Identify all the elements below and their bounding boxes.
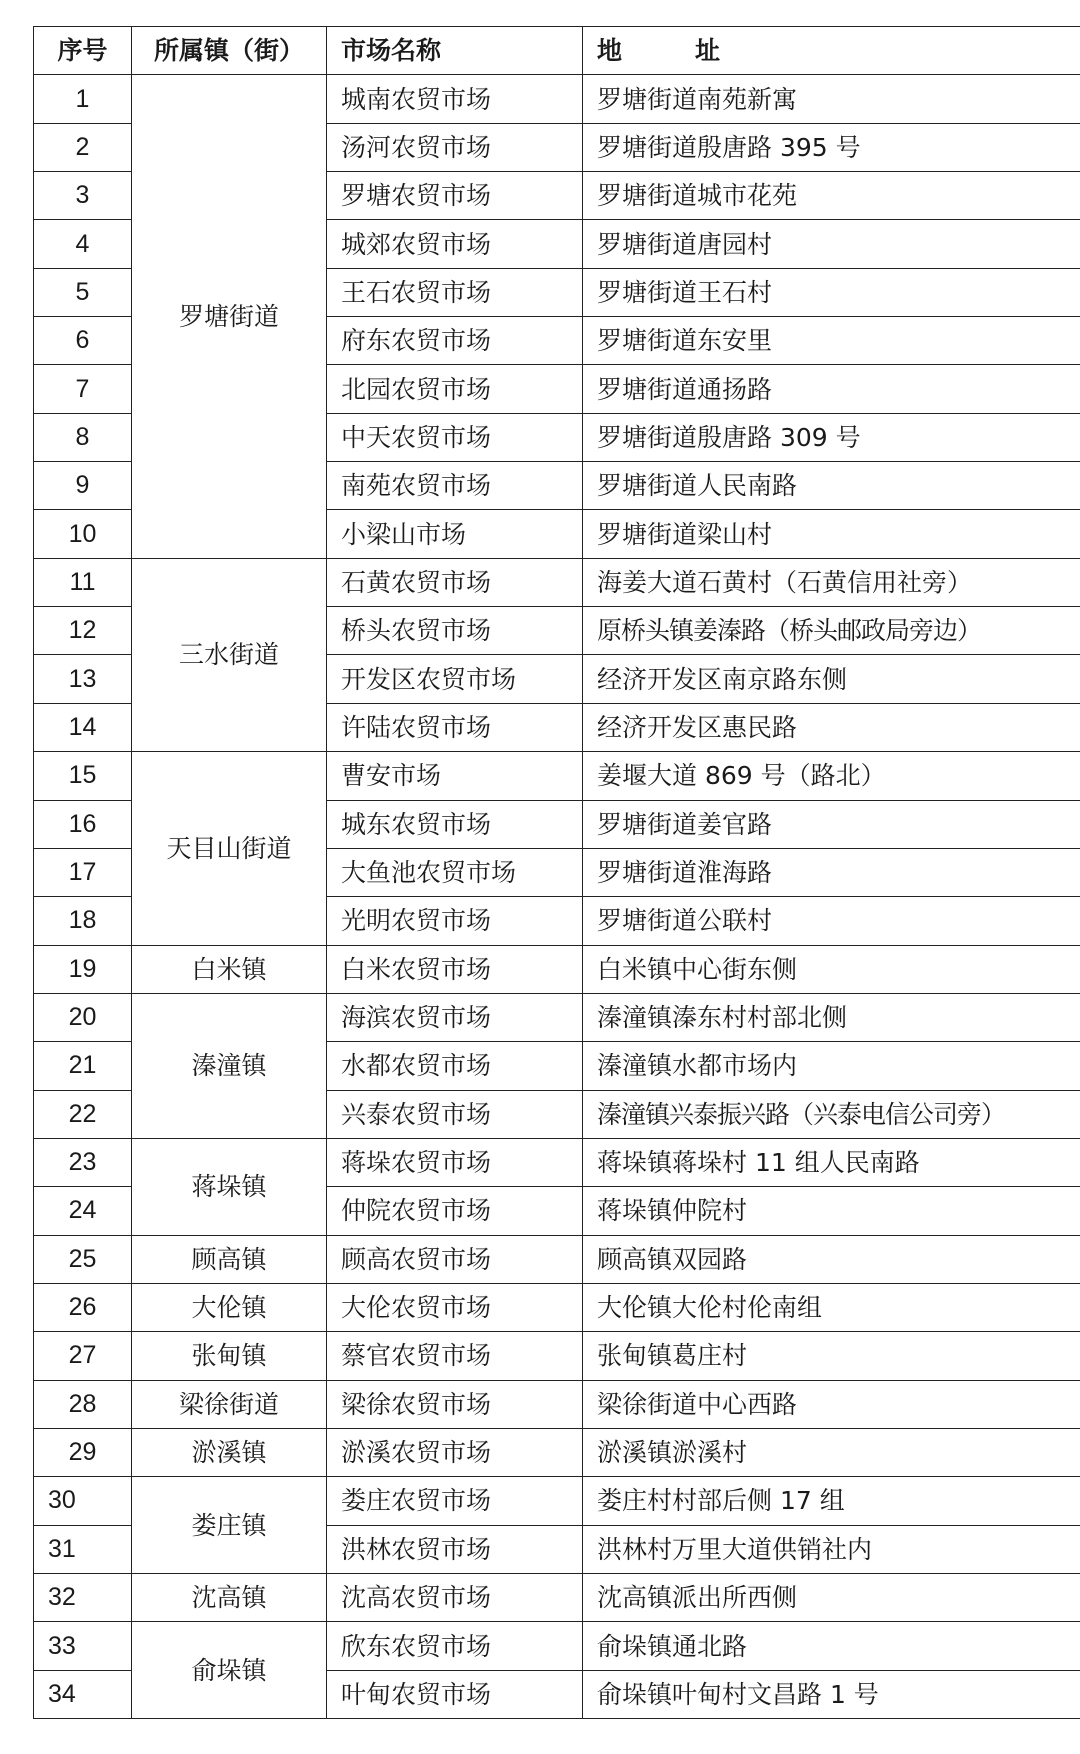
cell-market-name: 兴泰农贸市场	[327, 1090, 583, 1138]
cell-town: 溱潼镇	[132, 993, 327, 1138]
cell-address: 张甸镇葛庄村	[583, 1332, 1080, 1380]
cell-address: 罗塘街道人民南路	[583, 462, 1080, 510]
cell-address: 溱潼镇水都市场内	[583, 1042, 1080, 1090]
cell-market-name: 府东农贸市场	[327, 317, 583, 365]
cell-address: 淤溪镇淤溪村	[583, 1428, 1080, 1476]
cell-market-name: 石黄农贸市场	[327, 558, 583, 606]
cell-seq: 26	[34, 1283, 132, 1331]
cell-town: 大伦镇	[132, 1283, 327, 1331]
table-row	[34, 1622, 1080, 1670]
cell-town: 张甸镇	[132, 1332, 327, 1380]
cell-address: 罗塘街道王石村	[583, 268, 1080, 316]
header-town: 所属镇（街）	[132, 27, 327, 75]
cell-address: 罗塘街道梁山村	[583, 510, 1080, 558]
cell-address: 罗塘街道殷唐路 309 号	[583, 413, 1080, 461]
cell-seq: 28	[34, 1380, 132, 1428]
cell-seq: 22	[34, 1090, 132, 1138]
cell-town: 沈高镇	[132, 1574, 327, 1622]
cell-market-name: 小梁山市场	[327, 510, 583, 558]
cell-town: 三水街道	[132, 558, 327, 751]
cell-seq: 1	[34, 75, 132, 123]
cell-market-name: 蒋垛农贸市场	[327, 1138, 583, 1186]
cell-town: 梁徐街道	[132, 1380, 327, 1428]
cell-seq: 21	[34, 1042, 132, 1090]
cell-address: 罗塘街道通扬路	[583, 365, 1080, 413]
cell-address: 蒋垛镇仲院村	[583, 1187, 1080, 1235]
cell-market-name: 中天农贸市场	[327, 413, 583, 461]
cell-seq: 16	[34, 800, 132, 848]
cell-seq: 32	[34, 1574, 132, 1622]
cell-market-name: 淤溪农贸市场	[327, 1428, 583, 1476]
cell-address: 蒋垛镇蒋垛村 11 组人民南路	[583, 1138, 1080, 1186]
cell-seq: 34	[34, 1670, 132, 1718]
header-row	[34, 27, 1080, 75]
cell-seq: 27	[34, 1332, 132, 1380]
cell-address: 罗塘街道淮海路	[583, 848, 1080, 896]
cell-seq: 5	[34, 268, 132, 316]
table-row	[34, 1332, 1080, 1380]
cell-address: 顾高镇双园路	[583, 1235, 1080, 1283]
cell-market-name: 光明农贸市场	[327, 897, 583, 945]
cell-market-name: 蔡官农贸市场	[327, 1332, 583, 1380]
cell-market-name: 海滨农贸市场	[327, 993, 583, 1041]
cell-market-name: 欣东农贸市场	[327, 1622, 583, 1670]
cell-seq: 15	[34, 752, 132, 800]
cell-address: 罗塘街道公联村	[583, 897, 1080, 945]
table-row	[34, 1283, 1080, 1331]
cell-seq: 30	[34, 1477, 132, 1525]
cell-address: 经济开发区惠民路	[583, 703, 1080, 751]
cell-address: 罗塘街道城市花苑	[583, 172, 1080, 220]
header-market: 市场名称	[327, 27, 583, 75]
table-row	[34, 75, 1080, 123]
cell-market-name: 许陆农贸市场	[327, 703, 583, 751]
cell-address: 俞垛镇通北路	[583, 1622, 1080, 1670]
cell-seq: 2	[34, 123, 132, 171]
cell-address: 经济开发区南京路东侧	[583, 655, 1080, 703]
table-row	[34, 993, 1080, 1041]
cell-seq: 6	[34, 317, 132, 365]
cell-seq: 23	[34, 1138, 132, 1186]
cell-seq: 20	[34, 993, 132, 1041]
cell-town: 娄庄镇	[132, 1477, 327, 1574]
cell-market-name: 大伦农贸市场	[327, 1283, 583, 1331]
cell-town: 天目山街道	[132, 752, 327, 945]
cell-address: 罗塘街道南苑新寓	[583, 75, 1080, 123]
cell-seq: 13	[34, 655, 132, 703]
cell-address: 罗塘街道东安里	[583, 317, 1080, 365]
table-row	[34, 752, 1080, 800]
cell-market-name: 桥头农贸市场	[327, 607, 583, 655]
cell-address: 海姜大道石黄村（石黄信用社旁）	[583, 558, 1080, 606]
cell-seq: 19	[34, 945, 132, 993]
cell-town: 俞垛镇	[132, 1622, 327, 1719]
cell-market-name: 梁徐农贸市场	[327, 1380, 583, 1428]
cell-address: 白米镇中心街东侧	[583, 945, 1080, 993]
cell-town: 蒋垛镇	[132, 1138, 327, 1235]
cell-market-name: 王石农贸市场	[327, 268, 583, 316]
cell-market-name: 曹安市场	[327, 752, 583, 800]
cell-market-name: 汤河农贸市场	[327, 123, 583, 171]
table-row	[34, 1138, 1080, 1186]
cell-market-name: 顾高农贸市场	[327, 1235, 583, 1283]
cell-address: 俞垛镇叶甸村文昌路 1 号	[583, 1670, 1080, 1718]
cell-address: 娄庄村村部后侧 17 组	[583, 1477, 1080, 1525]
table-row	[34, 1380, 1080, 1428]
cell-town: 顾高镇	[132, 1235, 327, 1283]
cell-seq: 10	[34, 510, 132, 558]
cell-seq: 12	[34, 607, 132, 655]
cell-market-name: 南苑农贸市场	[327, 462, 583, 510]
cell-address: 沈高镇派出所西侧	[583, 1574, 1080, 1622]
cell-market-name: 洪林农贸市场	[327, 1525, 583, 1573]
table-row	[34, 1428, 1080, 1476]
table-row	[34, 945, 1080, 993]
market-table	[33, 26, 1080, 1719]
cell-seq: 18	[34, 897, 132, 945]
cell-town: 淤溪镇	[132, 1428, 327, 1476]
cell-seq: 9	[34, 462, 132, 510]
table-row	[34, 558, 1080, 606]
cell-address: 罗塘街道姜官路	[583, 800, 1080, 848]
cell-address: 大伦镇大伦村伦南组	[583, 1283, 1080, 1331]
cell-seq: 3	[34, 172, 132, 220]
cell-seq: 8	[34, 413, 132, 461]
cell-market-name: 仲院农贸市场	[327, 1187, 583, 1235]
table-body	[34, 75, 1080, 1719]
table-header	[34, 27, 1080, 75]
cell-seq: 29	[34, 1428, 132, 1476]
cell-address: 洪林村万里大道供销社内	[583, 1525, 1080, 1573]
cell-market-name: 城南农贸市场	[327, 75, 583, 123]
cell-seq: 4	[34, 220, 132, 268]
cell-address: 溱潼镇兴泰振兴路（兴泰电信公司旁）	[583, 1090, 1080, 1138]
cell-seq: 14	[34, 703, 132, 751]
table-row	[34, 1574, 1080, 1622]
cell-address: 原桥头镇姜溱路（桥头邮政局旁边）	[583, 607, 1080, 655]
cell-seq: 25	[34, 1235, 132, 1283]
cell-market-name: 水都农贸市场	[327, 1042, 583, 1090]
header-address: 地 址	[583, 27, 1080, 75]
cell-market-name: 城东农贸市场	[327, 800, 583, 848]
cell-seq: 11	[34, 558, 132, 606]
header-seq: 序号	[34, 27, 132, 75]
cell-market-name: 叶甸农贸市场	[327, 1670, 583, 1718]
cell-seq: 17	[34, 848, 132, 896]
cell-seq: 33	[34, 1622, 132, 1670]
cell-town: 罗塘街道	[132, 75, 327, 558]
cell-market-name: 开发区农贸市场	[327, 655, 583, 703]
cell-address: 罗塘街道唐园村	[583, 220, 1080, 268]
cell-seq: 7	[34, 365, 132, 413]
cell-market-name: 罗塘农贸市场	[327, 172, 583, 220]
cell-address: 溱潼镇溱东村村部北侧	[583, 993, 1080, 1041]
cell-seq: 31	[34, 1525, 132, 1573]
cell-market-name: 城郊农贸市场	[327, 220, 583, 268]
cell-address: 梁徐街道中心西路	[583, 1380, 1080, 1428]
cell-market-name: 沈高农贸市场	[327, 1574, 583, 1622]
cell-market-name: 北园农贸市场	[327, 365, 583, 413]
cell-seq: 24	[34, 1187, 132, 1235]
cell-market-name: 白米农贸市场	[327, 945, 583, 993]
cell-market-name: 大鱼池农贸市场	[327, 848, 583, 896]
table-row	[34, 1477, 1080, 1525]
cell-town: 白米镇	[132, 945, 327, 993]
cell-address: 罗塘街道殷唐路 395 号	[583, 123, 1080, 171]
cell-address: 姜堰大道 869 号（路北）	[583, 752, 1080, 800]
cell-market-name: 娄庄农贸市场	[327, 1477, 583, 1525]
table-row	[34, 1235, 1080, 1283]
